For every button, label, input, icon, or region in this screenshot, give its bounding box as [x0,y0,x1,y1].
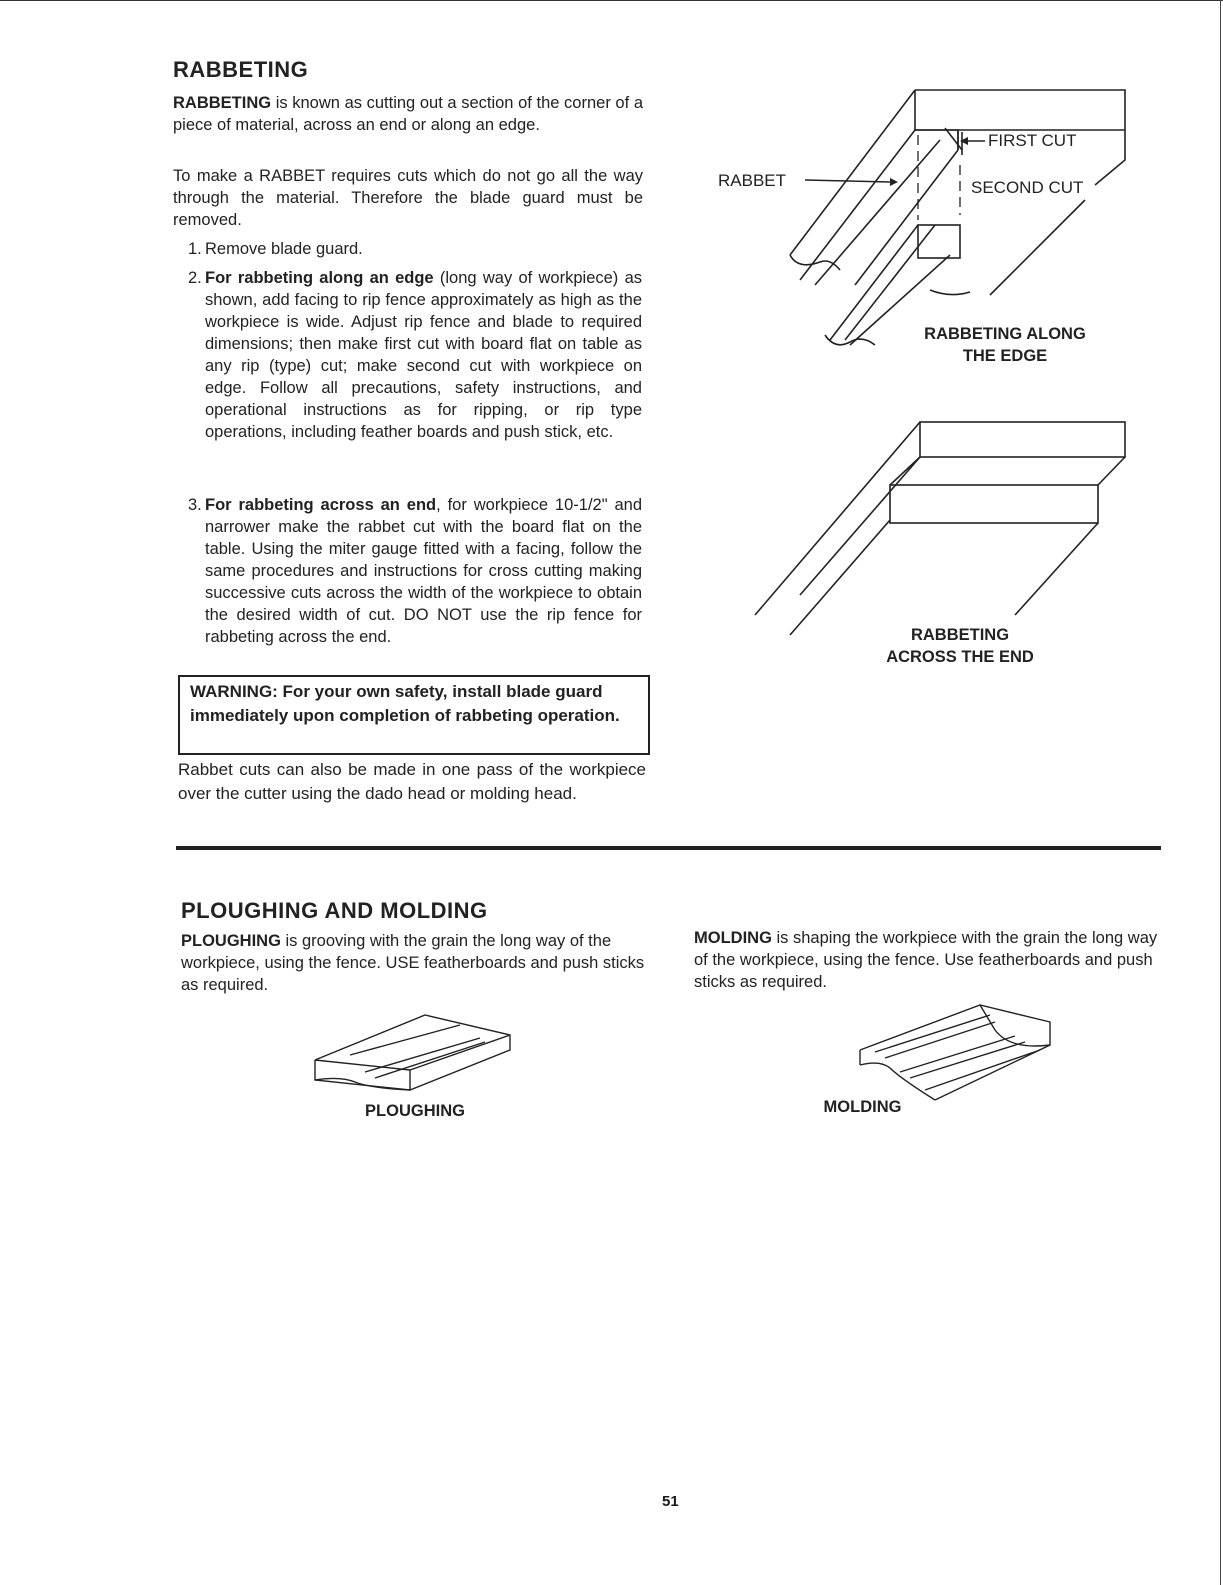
rabbeting-intro [173,92,643,136]
ploughing-illustration [310,1010,520,1095]
molding-illustration [855,1000,1065,1110]
page-number: 51 [662,1493,679,1510]
step-3 [188,494,642,648]
ploughing-paragraph [181,930,647,996]
ploughing-text: is grooving with the grain the long way of the workpiece, using the fence. USE featherboards and push sticks as required. [181,932,645,994]
page-top-edge [0,0,1223,1]
rabbeting-para2: To make a RABBET requires cuts which do not go all the way through the material. Therefore the blade guard must be removed. [173,167,643,229]
warning-box: WARNING: For your own safety, install blade guard immediately upon completion of rabbeting operation. [178,675,650,755]
caption-rabbeting-edge-1: RABBETING ALONG [924,325,1086,343]
label-rabbet: RABBET [718,171,787,190]
caption-rabbeting-end-2: ACROSS THE END [886,648,1034,666]
section-divider [176,846,1161,850]
step-1-text: Remove blade guard. [205,240,363,258]
step-3-bold: For rabbeting across an end [205,496,437,514]
rabbeting-intro-term: RABBETING [173,94,272,112]
step-2-bold: For rabbeting along an edge [205,269,434,287]
step-3-text: , for workpiece 10-1/2" and narrower make the rabbet cut with the board flat on the table. Using the miter gauge fitted with a facing, follow the same procedures and instructions for cross cutting making successive cuts across the width of the workpiece to obtain the desired width of cut. DO NOT use the rip fence for rabbeting across the end. [205,496,642,646]
rabbeting-intro-text: is known as cutting out a section of the corner of a piece of material, across an end or along an edge. [173,94,643,134]
molding-text: is shaping the workpiece with the grain the long way of the workpiece, using the fence. Use featherboards and push sticks as required. [694,929,1158,991]
step-2-number: 2. [188,269,202,287]
molding-term: MOLDING [694,929,772,947]
ploughing-caption: PLOUGHING [365,1102,465,1120]
rabbeting-closing: Rabbet cuts can also be made in one pass of the workpiece over the cutter using the dado head or molding head. [178,760,646,803]
ploughing-molding-heading: PLOUGHING AND MOLDING [181,898,488,923]
step-1-number: 1. [188,240,202,258]
step-3-number: 3. [188,496,202,514]
molding-caption: MOLDING [823,1098,902,1116]
molding-paragraph [694,927,1162,993]
caption-rabbeting-edge-2: THE EDGE [962,347,1048,365]
rabbeting-end-diagram [740,410,1140,640]
caption-rabbeting-end-1: RABBETING [910,626,1010,644]
page-right-edge [1220,0,1221,1585]
label-first-cut: FIRST CUT [988,131,1077,150]
ploughing-term: PLOUGHING [181,932,281,950]
rabbeting-heading: RABBETING [173,57,309,82]
step-2-text: (long way of workpiece) as shown, add facing to rip fence approximately as high as the workpiece is wide. Adjust rip fence and blade to required dimensions; then make first cut with board flat on table as any rip (type) cut; make second cut with workpiece on edge. Follow all precautions, safety instructions, and operational instructions as for ripping, or rip type operations, including feather boards and push stick, etc. [205,269,642,441]
label-second-cut: SECOND CUT [971,178,1084,197]
step-2 [188,267,642,443]
step-1 [188,238,642,260]
